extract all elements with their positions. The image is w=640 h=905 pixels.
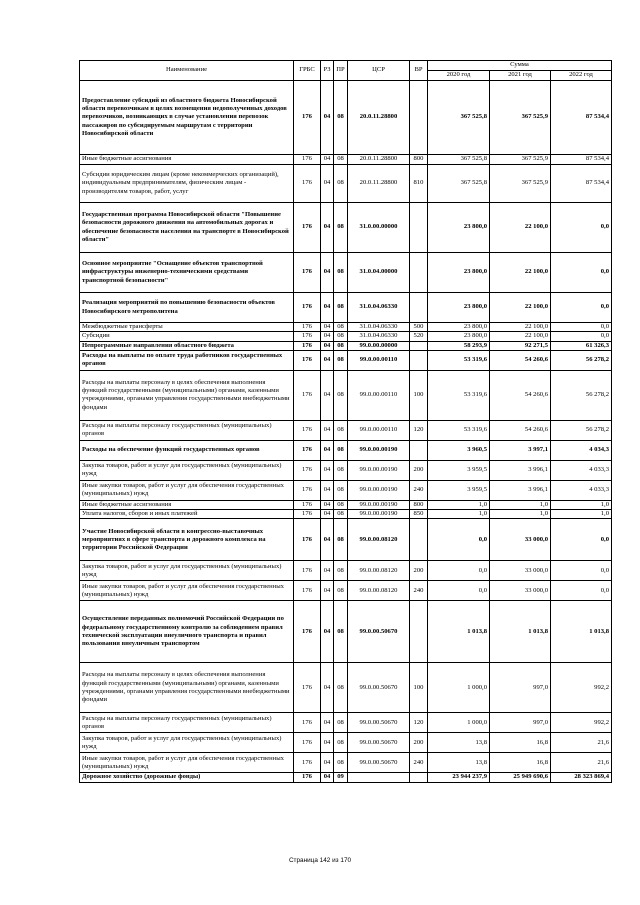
row-amount-2020: 367 525,8 [428, 165, 490, 203]
row-amount-2020: 1 000,0 [428, 713, 490, 733]
table-row [80, 753, 612, 773]
row-pr: 08 [334, 460, 348, 480]
row-name: Межбюджетные трансферты [80, 323, 294, 332]
row-vr: 100 [410, 370, 428, 420]
row-vr: 240 [410, 581, 428, 601]
table-row [80, 165, 612, 203]
table-row [80, 420, 612, 440]
row-grbs: 176 [294, 420, 321, 440]
table-row [80, 323, 612, 332]
row-amount-2020: 1,0 [428, 500, 490, 509]
row-rz: 04 [321, 341, 334, 350]
row-amount-2020: 3 959,5 [428, 460, 490, 480]
row-pr: 08 [334, 420, 348, 440]
row-amount-2021: 33 000,0 [490, 519, 551, 561]
row-grbs: 176 [294, 510, 321, 519]
row-csr: 99.0.00.50670 [348, 733, 410, 753]
row-rz: 04 [321, 663, 334, 713]
row-amount-2022: 0,0 [551, 293, 612, 323]
row-amount-2022: 0,0 [551, 561, 612, 581]
row-csr: 20.0.11.28800 [348, 165, 410, 203]
row-amount-2020: 0,0 [428, 581, 490, 601]
row-amount-2020: 23 800,0 [428, 253, 490, 293]
table-row [80, 663, 612, 713]
row-name: Иные бюджетные ассигнования [80, 500, 294, 509]
header-name: Наименование [80, 61, 294, 81]
row-pr: 08 [334, 561, 348, 581]
row-amount-2021: 16,8 [490, 733, 551, 753]
row-amount-2022: 1,0 [551, 500, 612, 509]
row-vr [410, 293, 428, 323]
row-csr: 99.0.00.50670 [348, 601, 410, 663]
row-amount-2021: 22 100,0 [490, 293, 551, 323]
row-rz: 04 [321, 350, 334, 370]
row-pr: 08 [334, 332, 348, 341]
table-row [80, 713, 612, 733]
row-amount-2022: 0,0 [551, 203, 612, 253]
row-amount-2020: 53 319,6 [428, 420, 490, 440]
row-amount-2022: 0,0 [551, 323, 612, 332]
row-amount-2021: 92 271,5 [490, 341, 551, 350]
row-name: Реализация мероприятий по повышению безопасности объектов Новосибирского метрополитена [80, 293, 294, 323]
row-vr [410, 253, 428, 293]
row-csr: 99.0.00.00190 [348, 460, 410, 480]
row-name: Закупка товаров, работ и услуг для государственных (муниципальных) нужд [80, 561, 294, 581]
row-amount-2020: 58 293,9 [428, 341, 490, 350]
row-amount-2022: 992,2 [551, 713, 612, 733]
row-name: Участие Новосибирской области в конгрессно-выставочных мероприятиях в сфере транспорта и дорожного комплекса на территории Российской Федерации [80, 519, 294, 561]
row-rz: 04 [321, 253, 334, 293]
row-grbs: 176 [294, 203, 321, 253]
row-amount-2021: 1,0 [490, 510, 551, 519]
budget-table [79, 60, 612, 783]
row-amount-2020: 23 800,0 [428, 293, 490, 323]
header-year-2020: 2020 год [428, 71, 490, 81]
row-grbs: 176 [294, 440, 321, 460]
row-name: Непрограммные направления областного бюджета [80, 341, 294, 350]
table-row [80, 370, 612, 420]
header-pr: ПР [334, 61, 348, 81]
row-vr: 520 [410, 332, 428, 341]
row-amount-2021: 3 997,1 [490, 440, 551, 460]
row-amount-2021: 997,0 [490, 663, 551, 713]
row-pr: 08 [334, 581, 348, 601]
header-csr: ЦСР [348, 61, 410, 81]
table-row [80, 561, 612, 581]
row-pr: 08 [334, 713, 348, 733]
table-row [80, 480, 612, 500]
row-pr: 08 [334, 733, 348, 753]
row-csr: 99.0.00.00110 [348, 370, 410, 420]
row-rz: 04 [321, 601, 334, 663]
row-amount-2021: 54 260,6 [490, 350, 551, 370]
row-csr: 31.0.04.06330 [348, 293, 410, 323]
row-amount-2021: 1 013,8 [490, 601, 551, 663]
row-csr: 99.0.00.00190 [348, 480, 410, 500]
row-amount-2022: 87 534,4 [551, 155, 612, 165]
row-name: Основное мероприятие "Оснащение объектов транспортной инфраструктуры инженерно-техническими средствами транспортной безопасности" [80, 253, 294, 293]
row-amount-2021: 3 996,1 [490, 480, 551, 500]
row-amount-2022: 4 033,3 [551, 460, 612, 480]
row-amount-2020: 1 000,0 [428, 663, 490, 713]
row-vr [410, 773, 428, 782]
row-csr: 31.0.04.00000 [348, 253, 410, 293]
row-vr [410, 81, 428, 155]
row-amount-2022: 992,2 [551, 663, 612, 713]
row-pr: 08 [334, 253, 348, 293]
row-csr: 99.0.00.08120 [348, 581, 410, 601]
row-rz: 04 [321, 733, 334, 753]
row-amount-2022: 0,0 [551, 581, 612, 601]
row-csr: 99.0.00.50670 [348, 713, 410, 733]
row-rz: 04 [321, 323, 334, 332]
row-amount-2021: 1,0 [490, 500, 551, 509]
row-grbs: 176 [294, 753, 321, 773]
row-amount-2020: 23 944 237,9 [428, 773, 490, 782]
row-csr: 20.0.11.28800 [348, 155, 410, 165]
row-name: Дорожное хозяйство (дорожные фонды) [80, 773, 294, 782]
row-pr: 08 [334, 203, 348, 253]
row-amount-2020: 0,0 [428, 519, 490, 561]
row-grbs: 176 [294, 561, 321, 581]
row-rz: 04 [321, 773, 334, 782]
row-amount-2021: 16,8 [490, 753, 551, 773]
row-csr: 99.0.00.00190 [348, 510, 410, 519]
table-body [80, 81, 612, 783]
row-rz: 04 [321, 480, 334, 500]
row-name: Расходы на выплаты персоналу государственных (муниципальных) органов [80, 713, 294, 733]
row-amount-2020: 13,8 [428, 753, 490, 773]
row-vr: 800 [410, 500, 428, 509]
row-amount-2020: 1 013,8 [428, 601, 490, 663]
row-rz: 04 [321, 561, 334, 581]
row-vr: 120 [410, 420, 428, 440]
row-amount-2022: 4 033,3 [551, 480, 612, 500]
row-amount-2022: 4 034,3 [551, 440, 612, 460]
table-row [80, 460, 612, 480]
row-csr: 99.0.00.00110 [348, 420, 410, 440]
table-row [80, 519, 612, 561]
row-name: Предоставление субсидий из областного бюджета Новосибирской области перевозчикам в целях возмещения недополученных доходов перевозчиков, возникающих в случае установления перевозок пассажиров по субсидируемым маршрутам с территории Новосибирской области [80, 81, 294, 155]
row-name: Расходы на выплаты по оплате труда работников государственных органов [80, 350, 294, 370]
row-pr: 08 [334, 341, 348, 350]
row-vr: 240 [410, 753, 428, 773]
table-row [80, 253, 612, 293]
row-csr: 99.0.00.08120 [348, 561, 410, 581]
row-rz: 04 [321, 440, 334, 460]
row-vr: 800 [410, 155, 428, 165]
row-amount-2022: 87 534,4 [551, 165, 612, 203]
row-pr: 08 [334, 323, 348, 332]
row-rz: 04 [321, 165, 334, 203]
row-csr: 99.0.00.00000 [348, 341, 410, 350]
row-pr: 08 [334, 350, 348, 370]
header-year-2021: 2021 год [490, 71, 551, 81]
row-grbs: 176 [294, 480, 321, 500]
row-name: Осуществление переданных полномочий Российской Федерации по федеральному государственному контролю за соблюдением правил технической эксплуатации внеуличного транспорта и правил пользования внеуличным транспортом [80, 601, 294, 663]
table-row [80, 510, 612, 519]
table-row [80, 332, 612, 341]
row-amount-2021: 33 000,0 [490, 581, 551, 601]
row-amount-2020: 23 800,0 [428, 323, 490, 332]
row-amount-2022: 21,6 [551, 753, 612, 773]
row-amount-2020: 53 319,6 [428, 370, 490, 420]
row-vr: 120 [410, 713, 428, 733]
row-vr: 200 [410, 733, 428, 753]
table-row [80, 81, 612, 155]
row-pr: 08 [334, 155, 348, 165]
row-amount-2020: 367 525,8 [428, 155, 490, 165]
row-csr: 99.0.00.50670 [348, 663, 410, 713]
row-amount-2022: 0,0 [551, 519, 612, 561]
table-row [80, 350, 612, 370]
row-amount-2020: 367 525,8 [428, 81, 490, 155]
table-row [80, 155, 612, 165]
row-csr: 99.0.00.08120 [348, 519, 410, 561]
table-row [80, 293, 612, 323]
row-rz: 04 [321, 293, 334, 323]
row-amount-2020: 13,8 [428, 733, 490, 753]
row-csr: 99.0.00.50670 [348, 753, 410, 773]
row-name: Иные закупки товаров, работ и услуг для обеспечения государственных (муниципальных) нужд [80, 753, 294, 773]
row-grbs: 176 [294, 332, 321, 341]
row-pr: 08 [334, 519, 348, 561]
document-page [79, 60, 611, 783]
row-name: Уплата налогов, сборов и иных платежей [80, 510, 294, 519]
row-grbs: 176 [294, 519, 321, 561]
row-grbs: 176 [294, 773, 321, 782]
row-grbs: 176 [294, 155, 321, 165]
header-sum: Сумма [428, 61, 612, 71]
row-pr: 08 [334, 440, 348, 460]
row-name: Расходы на выплаты персоналу в целях обеспечения выполнения функций государственными (муниципальными) органами, казенными учреждениями, органами управления государственными внебюджетными фондами [80, 663, 294, 713]
row-csr: 99.0.00.00110 [348, 350, 410, 370]
row-grbs: 176 [294, 370, 321, 420]
row-vr [410, 350, 428, 370]
row-rz: 04 [321, 203, 334, 253]
row-grbs: 176 [294, 733, 321, 753]
table-row [80, 440, 612, 460]
row-grbs: 176 [294, 500, 321, 509]
row-grbs: 176 [294, 460, 321, 480]
row-vr [410, 519, 428, 561]
row-amount-2020: 23 800,0 [428, 203, 490, 253]
row-amount-2021: 22 100,0 [490, 323, 551, 332]
row-csr: 99.0.00.00190 [348, 500, 410, 509]
row-grbs: 176 [294, 601, 321, 663]
row-grbs: 176 [294, 293, 321, 323]
row-amount-2021: 22 100,0 [490, 253, 551, 293]
header-grbs: ГРБС [294, 61, 321, 81]
row-csr: 31.0.04.06330 [348, 332, 410, 341]
row-vr [410, 601, 428, 663]
header-vr: ВР [410, 61, 428, 81]
row-rz: 04 [321, 81, 334, 155]
row-vr: 200 [410, 561, 428, 581]
row-grbs: 176 [294, 253, 321, 293]
row-amount-2022: 21,6 [551, 733, 612, 753]
row-amount-2022: 0,0 [551, 332, 612, 341]
row-rz: 04 [321, 500, 334, 509]
row-amount-2021: 997,0 [490, 713, 551, 733]
row-name: Закупка товаров, работ и услуг для государственных (муниципальных) нужд [80, 733, 294, 753]
row-amount-2022: 56 278,2 [551, 420, 612, 440]
row-pr: 08 [334, 753, 348, 773]
header-rz: РЗ [321, 61, 334, 81]
row-grbs: 176 [294, 581, 321, 601]
row-name: Государственная программа Новосибирской области "Повышение безопасности дорожного движения на автомобильных дорогах и обеспечение безопасности населения на транспорте в Новосибирской области" [80, 203, 294, 253]
row-grbs: 176 [294, 341, 321, 350]
row-csr: 99.0.00.00190 [348, 440, 410, 460]
row-amount-2020: 53 319,6 [428, 350, 490, 370]
row-amount-2021: 22 100,0 [490, 332, 551, 341]
row-amount-2020: 1,0 [428, 510, 490, 519]
row-amount-2022: 56 278,2 [551, 370, 612, 420]
row-amount-2020: 23 800,0 [428, 332, 490, 341]
row-pr: 08 [334, 480, 348, 500]
row-amount-2022: 28 323 869,4 [551, 773, 612, 782]
row-vr: 100 [410, 663, 428, 713]
row-amount-2020: 0,0 [428, 561, 490, 581]
table-row [80, 500, 612, 509]
page-number-footer: Страница 142 из 170 [288, 857, 352, 864]
row-grbs: 176 [294, 81, 321, 155]
row-amount-2021: 25 949 690,6 [490, 773, 551, 782]
row-amount-2022: 1 013,8 [551, 601, 612, 663]
row-grbs: 176 [294, 663, 321, 713]
row-rz: 04 [321, 519, 334, 561]
row-amount-2021: 54 260,6 [490, 370, 551, 420]
table-row [80, 773, 612, 782]
row-vr: 240 [410, 480, 428, 500]
row-vr: 810 [410, 165, 428, 203]
row-amount-2021: 54 260,6 [490, 420, 551, 440]
row-amount-2022: 56 278,2 [551, 350, 612, 370]
row-rz: 04 [321, 753, 334, 773]
row-pr: 08 [334, 370, 348, 420]
row-pr: 08 [334, 663, 348, 713]
row-vr: 500 [410, 323, 428, 332]
row-amount-2021: 3 996,1 [490, 460, 551, 480]
row-pr: 08 [334, 500, 348, 509]
row-grbs: 176 [294, 713, 321, 733]
row-amount-2021: 22 100,0 [490, 203, 551, 253]
table-row [80, 733, 612, 753]
row-name: Иные закупки товаров, работ и услуг для обеспечения государственных (муниципальных) нужд [80, 480, 294, 500]
table-row [80, 341, 612, 350]
row-amount-2022: 1,0 [551, 510, 612, 519]
row-vr: 850 [410, 510, 428, 519]
row-amount-2022: 0,0 [551, 253, 612, 293]
row-pr: 09 [334, 773, 348, 782]
row-rz: 04 [321, 460, 334, 480]
row-grbs: 176 [294, 350, 321, 370]
row-amount-2021: 33 000,0 [490, 561, 551, 581]
table-row [80, 581, 612, 601]
row-amount-2020: 3 959,5 [428, 480, 490, 500]
row-csr [348, 773, 410, 782]
row-amount-2020: 3 960,5 [428, 440, 490, 460]
row-pr: 08 [334, 510, 348, 519]
header-year-2022: 2022 год [551, 71, 612, 81]
row-vr [410, 203, 428, 253]
row-name: Иные закупки товаров, работ и услуг для обеспечения государственных (муниципальных) нужд [80, 581, 294, 601]
table-header [80, 61, 612, 81]
row-pr: 08 [334, 293, 348, 323]
row-csr: 20.0.11.28800 [348, 81, 410, 155]
row-rz: 04 [321, 420, 334, 440]
table-row [80, 601, 612, 663]
row-amount-2021: 367 525,9 [490, 155, 551, 165]
row-name: Расходы на выплаты персоналу в целях обеспечения выполнения функций государственными (муниципальными) органами, казенными учреждениями, органами управления государственными внебюджетными фондами [80, 370, 294, 420]
row-grbs: 176 [294, 323, 321, 332]
row-amount-2021: 367 525,9 [490, 165, 551, 203]
row-amount-2021: 367 525,9 [490, 81, 551, 155]
row-pr: 08 [334, 601, 348, 663]
row-name: Расходы на выплаты персоналу государственных (муниципальных) органов [80, 420, 294, 440]
row-vr: 200 [410, 460, 428, 480]
row-vr [410, 440, 428, 460]
row-name: Расходы на обеспечение функций государственных органов [80, 440, 294, 460]
row-grbs: 176 [294, 165, 321, 203]
row-csr: 31.0.00.00000 [348, 203, 410, 253]
row-rz: 04 [321, 155, 334, 165]
row-rz: 04 [321, 370, 334, 420]
row-name: Субсидии юридическим лицам (кроме некоммерческих организаций), индивидуальным предпринимателям, физическим лицам - производителям товаров, работ, услуг [80, 165, 294, 203]
row-csr: 31.0.04.06330 [348, 323, 410, 332]
row-rz: 04 [321, 332, 334, 341]
table-row [80, 203, 612, 253]
row-name: Иные бюджетные ассигнования [80, 155, 294, 165]
row-vr [410, 341, 428, 350]
row-name: Закупка товаров, работ и услуг для государственных (муниципальных) нужд [80, 460, 294, 480]
row-pr: 08 [334, 81, 348, 155]
row-rz: 04 [321, 713, 334, 733]
row-name: Субсидии [80, 332, 294, 341]
row-amount-2022: 87 534,4 [551, 81, 612, 155]
row-pr: 08 [334, 165, 348, 203]
row-rz: 04 [321, 581, 334, 601]
row-amount-2022: 61 326,3 [551, 341, 612, 350]
row-rz: 04 [321, 510, 334, 519]
